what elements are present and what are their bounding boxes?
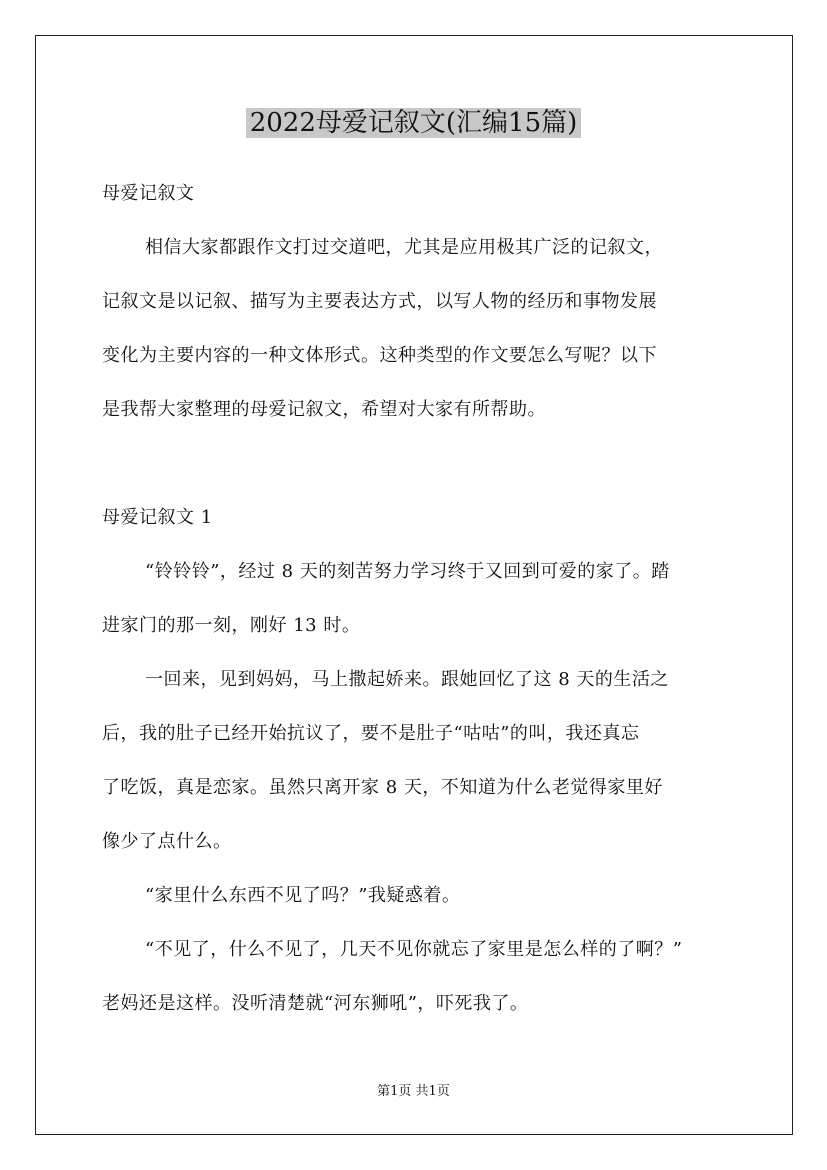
paragraph-line: 一回来，见到妈妈，马上撒起娇来。跟她回忆了这 8 天的生活之 <box>145 669 669 690</box>
paragraph-line: “铃铃铃”，经过 8 天的刻苦努力学习终于又回到可爱的家了。踏 <box>145 561 670 582</box>
paragraph-line: 是我帮大家整理的母爱记叙文，希望对大家有所帮助。 <box>102 399 546 420</box>
section-heading: 母爱记叙文 <box>102 183 195 204</box>
paragraph-line: 变化为主要内容的一种文体形式。这种类型的作文要怎么写呢？以下 <box>102 345 657 366</box>
paragraph-line: 老妈还是这样。没听清楚就“河东狮吼”，吓死我了。 <box>102 993 529 1014</box>
page-number-footer: 第1页 共1页 <box>377 1084 450 1099</box>
paragraph-line: “家里什么东西不见了吗？”我疑惑着。 <box>145 885 461 906</box>
section-heading: 母爱记叙文 1 <box>102 507 213 528</box>
paragraph-line: 了吃饭，真是恋家。虽然只离开家 8 天，不知道为什么老觉得家里好 <box>102 777 663 798</box>
paragraph-line: 记叙文是以记叙、描写为主要表达方式，以写人物的经历和事物发展 <box>102 291 657 312</box>
paragraph-line: 相信大家都跟作文打过交道吧，尤其是应用极其广泛的记叙文， <box>145 237 663 258</box>
paragraph-line: “不见了，什么不见了，几天不见你就忘了家里是怎么样的了啊？” <box>145 939 683 960</box>
paragraph-line: 像少了点什么。 <box>102 831 232 852</box>
paragraph-line: 后，我的肚子已经开始抗议了，要不是肚子“咕咕”的叫，我还真忘 <box>102 723 640 744</box>
document-title-text: 2022母爱记叙文(汇编15篇) <box>246 108 582 138</box>
document-title <box>0 104 827 142</box>
paragraph-line: 进家门的那一刻，刚好 13 时。 <box>102 615 361 636</box>
